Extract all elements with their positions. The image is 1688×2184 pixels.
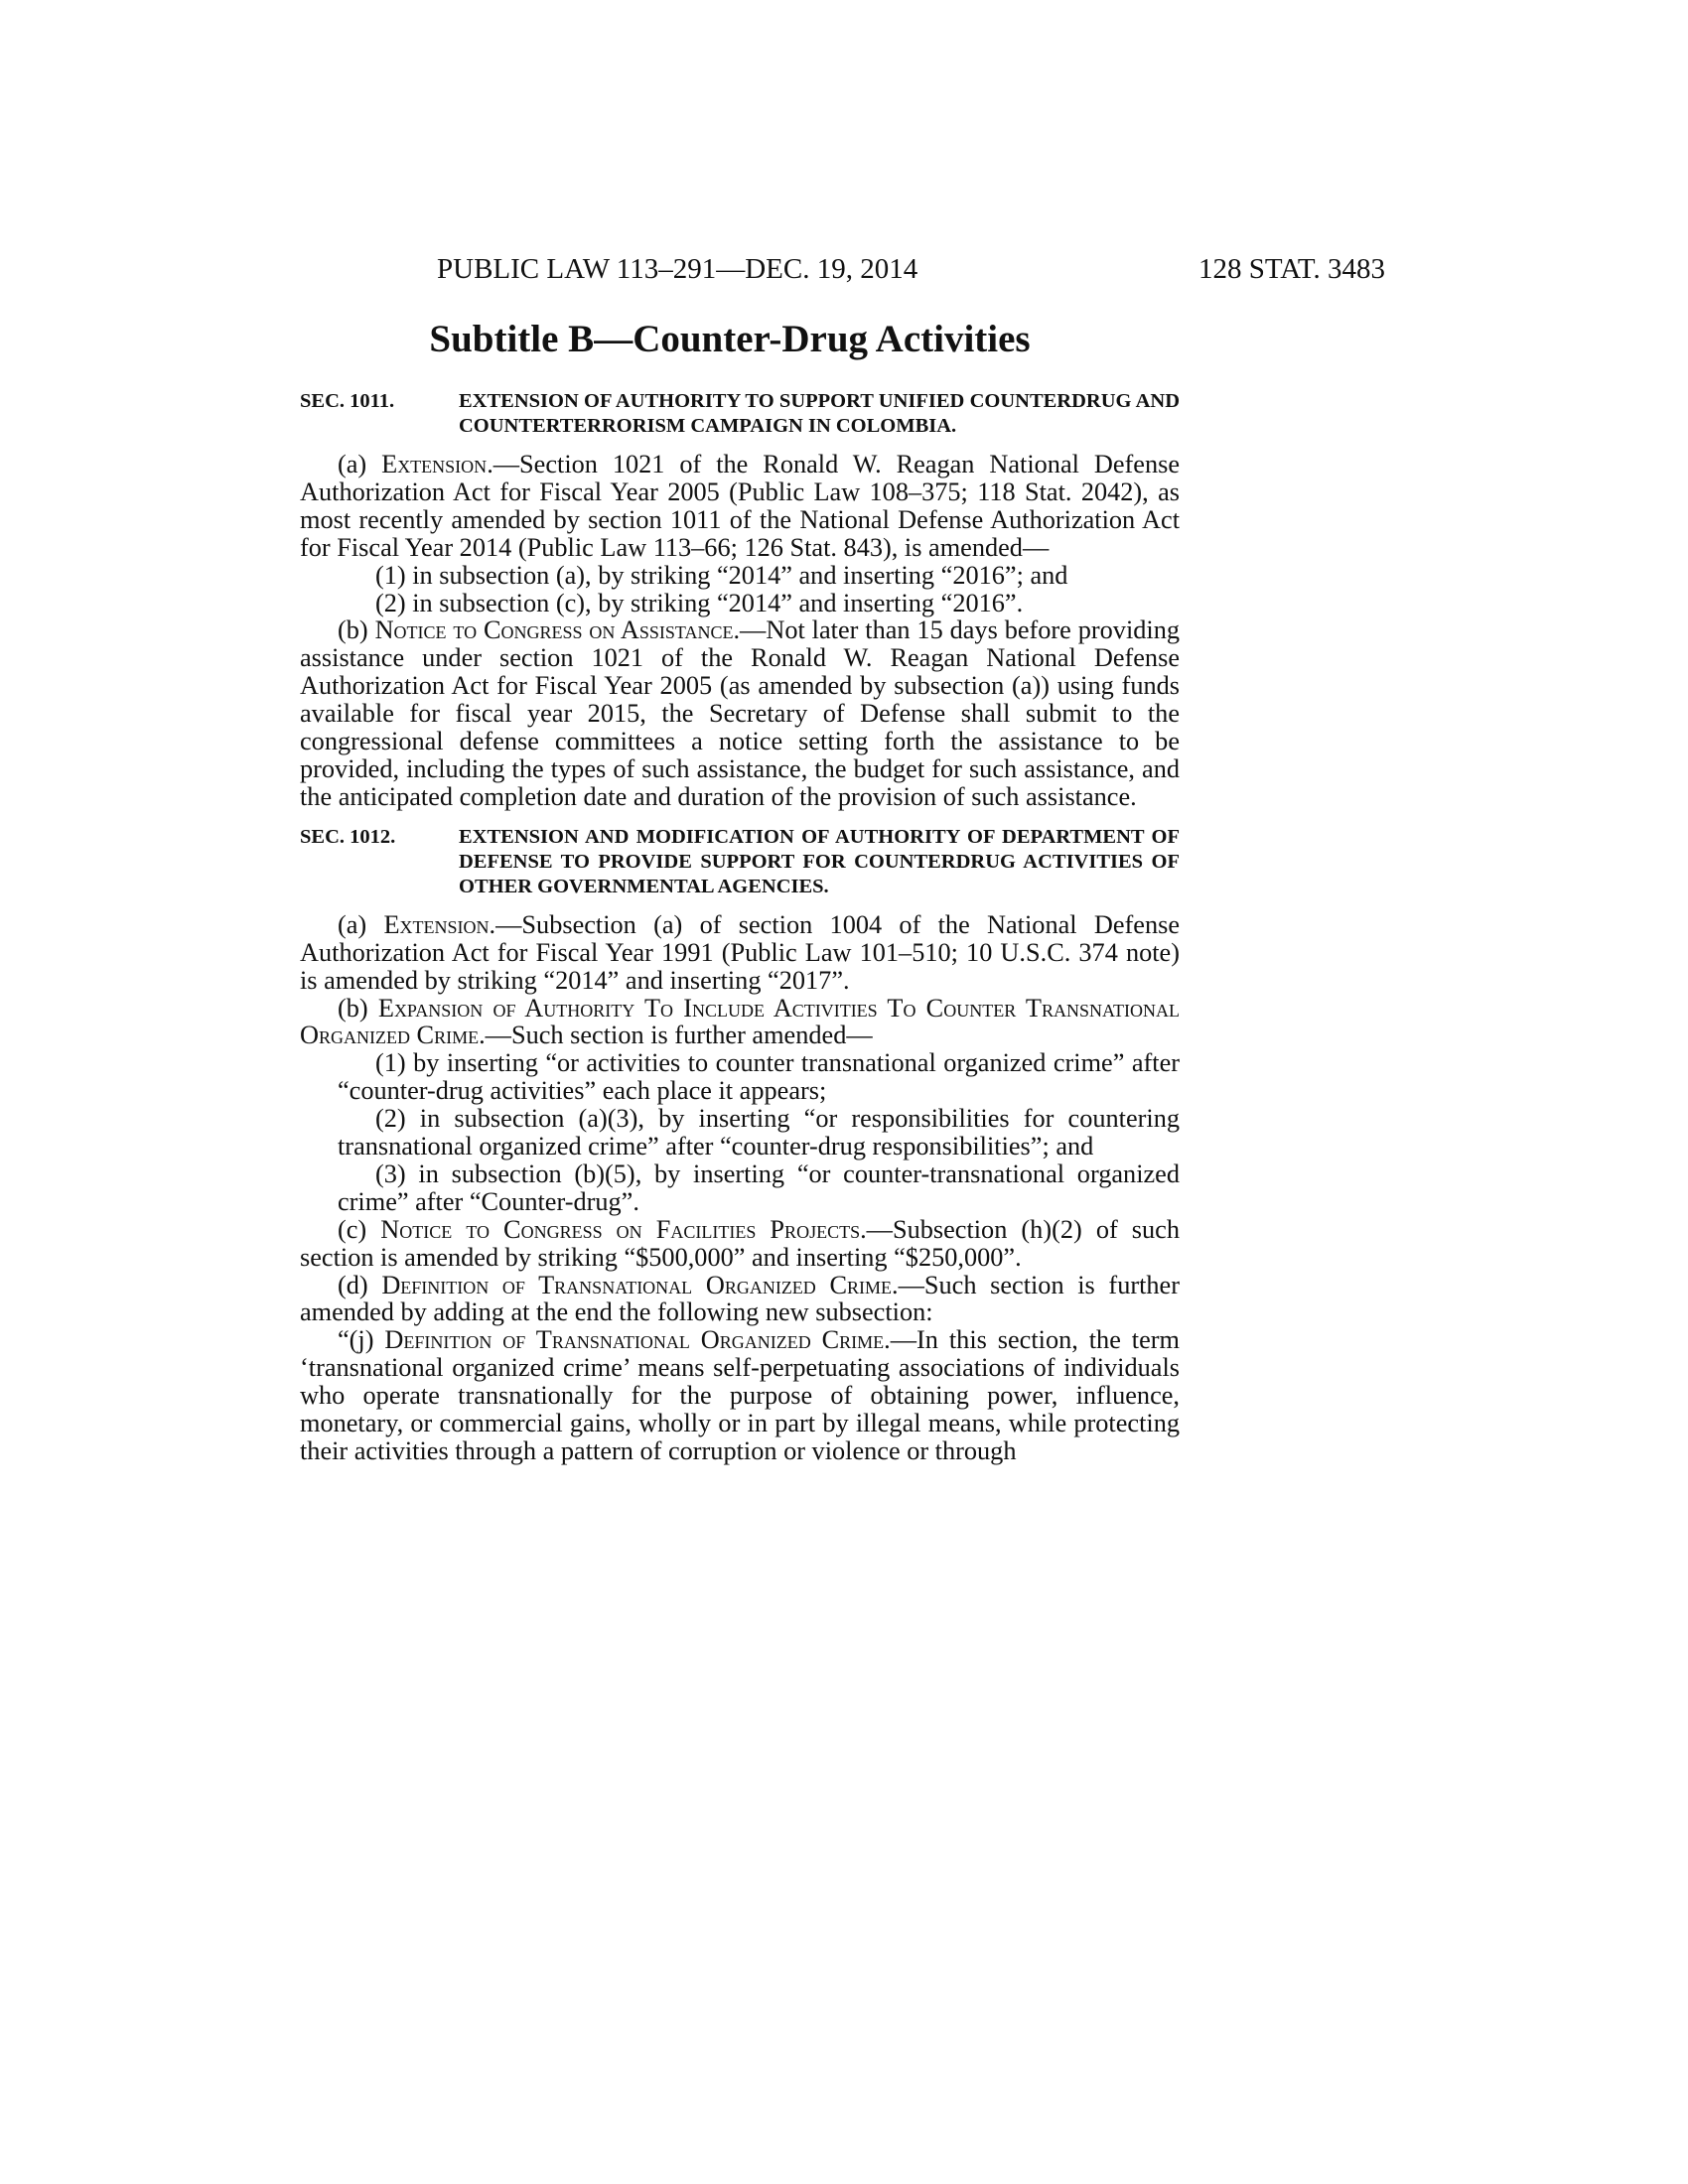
sec1012-paragraph-2: (2) in subsection (a)(3), by inserting “or responsibilities for countering transnational organized crime” after “counter-drug responsibilities”; and <box>338 1104 1180 1161</box>
section-title: EXTENSION OF AUTHORITY TO SUPPORT UNIFIED COUNTERDRUG AND COUNTERTERRORISM CAMPAIGN IN COLOMBIA. <box>459 390 1180 437</box>
subsection-text: .—Subsection (h)(2) of such section is amended by striking “$500,000” and inserting “$250,000”. <box>300 1214 1181 1272</box>
sec1011-subsection-b <box>300 616 1180 810</box>
subsection-caption: Notice to Congress on Facilities Projects <box>380 1214 861 1244</box>
subsection-label: (d) <box>338 1270 382 1299</box>
quoted-subsection-j <box>300 1326 1180 1465</box>
sec1011-paragraph-2: (2) in subsection (c), by striking “2014” and inserting “2016”. <box>375 588 1024 617</box>
subsection-label: (a) <box>338 450 382 478</box>
subsection-text: .—Not later than 15 days before providing assistance under section 1021 of the Ronald W. Reagan National Defense Authorization Act for Fiscal Year 2005 (as amended by subsection (a)) using funds available for fiscal year 2015, the Secretary of Defense shall submit to the congressional defense committees a notice setting forth the assistance to be provided, including the types of such assistance, the budget for such assistance, and the anticipated completion date and duration of the provision of such assistance. <box>300 615 1180 811</box>
subtitle-heading: Subtitle B—Counter-Drug Activities <box>429 318 1031 360</box>
subsection-text: .—Subsection (a) of section 1004 of the National Defense Authorization Act for Fiscal Year 1991 (Public Law 101–510; 10 U.S.C. 374 note) is amended by striking “2014” and inserting “2017”. <box>300 909 1180 995</box>
sec1012-paragraph-1: (1) by inserting “or activities to counter transnational organized crime” after “counter-drug activities” each place it appears; <box>338 1048 1180 1106</box>
sec1012-subsection-c <box>300 1216 1180 1272</box>
subsection-caption: Extension <box>383 909 490 939</box>
section-1012-heading <box>300 825 1180 899</box>
page-body <box>300 316 1180 1465</box>
subsection-label: (b) <box>338 993 378 1023</box>
sec1011-subsection-a <box>300 451 1180 562</box>
subsection-caption: Notice to Congress on Assistance <box>374 615 734 645</box>
statute-page-number: 128 STAT. 3483 <box>1197 253 1385 285</box>
section-1011-heading <box>300 389 1180 439</box>
public-law-citation: PUBLIC LAW 113–291—DEC. 19, 2014 <box>437 253 918 285</box>
subsection-label: (c) <box>338 1214 381 1244</box>
sec1012-paragraph-3: (3) in subsection (b)(5), by inserting “or counter-transnational organized crime” after “Counter-drug”. <box>338 1159 1180 1216</box>
sec1011-paragraph-1: (1) in subsection (a), by striking “2014” and inserting “2016”; and <box>375 560 1068 590</box>
subsection-text: .—Such section is further amended— <box>479 1021 873 1050</box>
subsection-caption: Definition of Transnational Organized Crime <box>381 1270 892 1299</box>
subsection-caption: Extension <box>381 450 488 478</box>
subsection-text: .—Such section is further amended by adding at the end the following new subsection: <box>300 1270 1180 1327</box>
sec1012-subsection-b <box>300 995 1180 1050</box>
section-number: SEC. 1012. <box>300 825 396 848</box>
subsection-label: (a) <box>338 909 384 939</box>
sec1012-subsection-a <box>300 911 1180 995</box>
subsection-caption: Expansion of Authority To Include Activities To Counter Transnational Organized Crime <box>300 993 1180 1050</box>
section-title: EXTENSION AND MODIFICATION OF AUTHORITY OF DEPARTMENT OF DEFENSE TO PROVIDE SUPPORT FOR COUNTERDRUG ACTIVITIES OF OTHER GOVERNMENTAL AGENCIES. <box>459 825 1180 897</box>
running-head <box>298 253 1385 293</box>
sec1012-subsection-d <box>300 1272 1180 1327</box>
section-number: SEC. 1011. <box>300 390 395 412</box>
subsection-caption: Definition of Transnational Organized Crime <box>384 1325 885 1355</box>
subsection-label: (b) <box>338 615 375 645</box>
subsection-text: .—In this section, the term ‘transnational organized crime’ means self-perpetuating associations of individuals who operate transnationally for the purpose of obtaining power, influence, monetary, or commercial gains, wholly or in part by illegal means, while protecting their activities through a pattern of corruption or violence or through <box>300 1325 1180 1465</box>
section-gap <box>300 811 1180 825</box>
subsection-text: .—Section 1021 of the Ronald W. Reagan National Defense Authorization Act for Fiscal Year 2005 (Public Law 108–375; 118 Stat. 2042), as most recently amended by section 1011 of the National Defense Authorization Act for Fiscal Year 2014 (Public Law 113–66; 126 Stat. 843), is amended— <box>300 450 1181 562</box>
subsection-label: “(j) <box>338 1325 385 1355</box>
